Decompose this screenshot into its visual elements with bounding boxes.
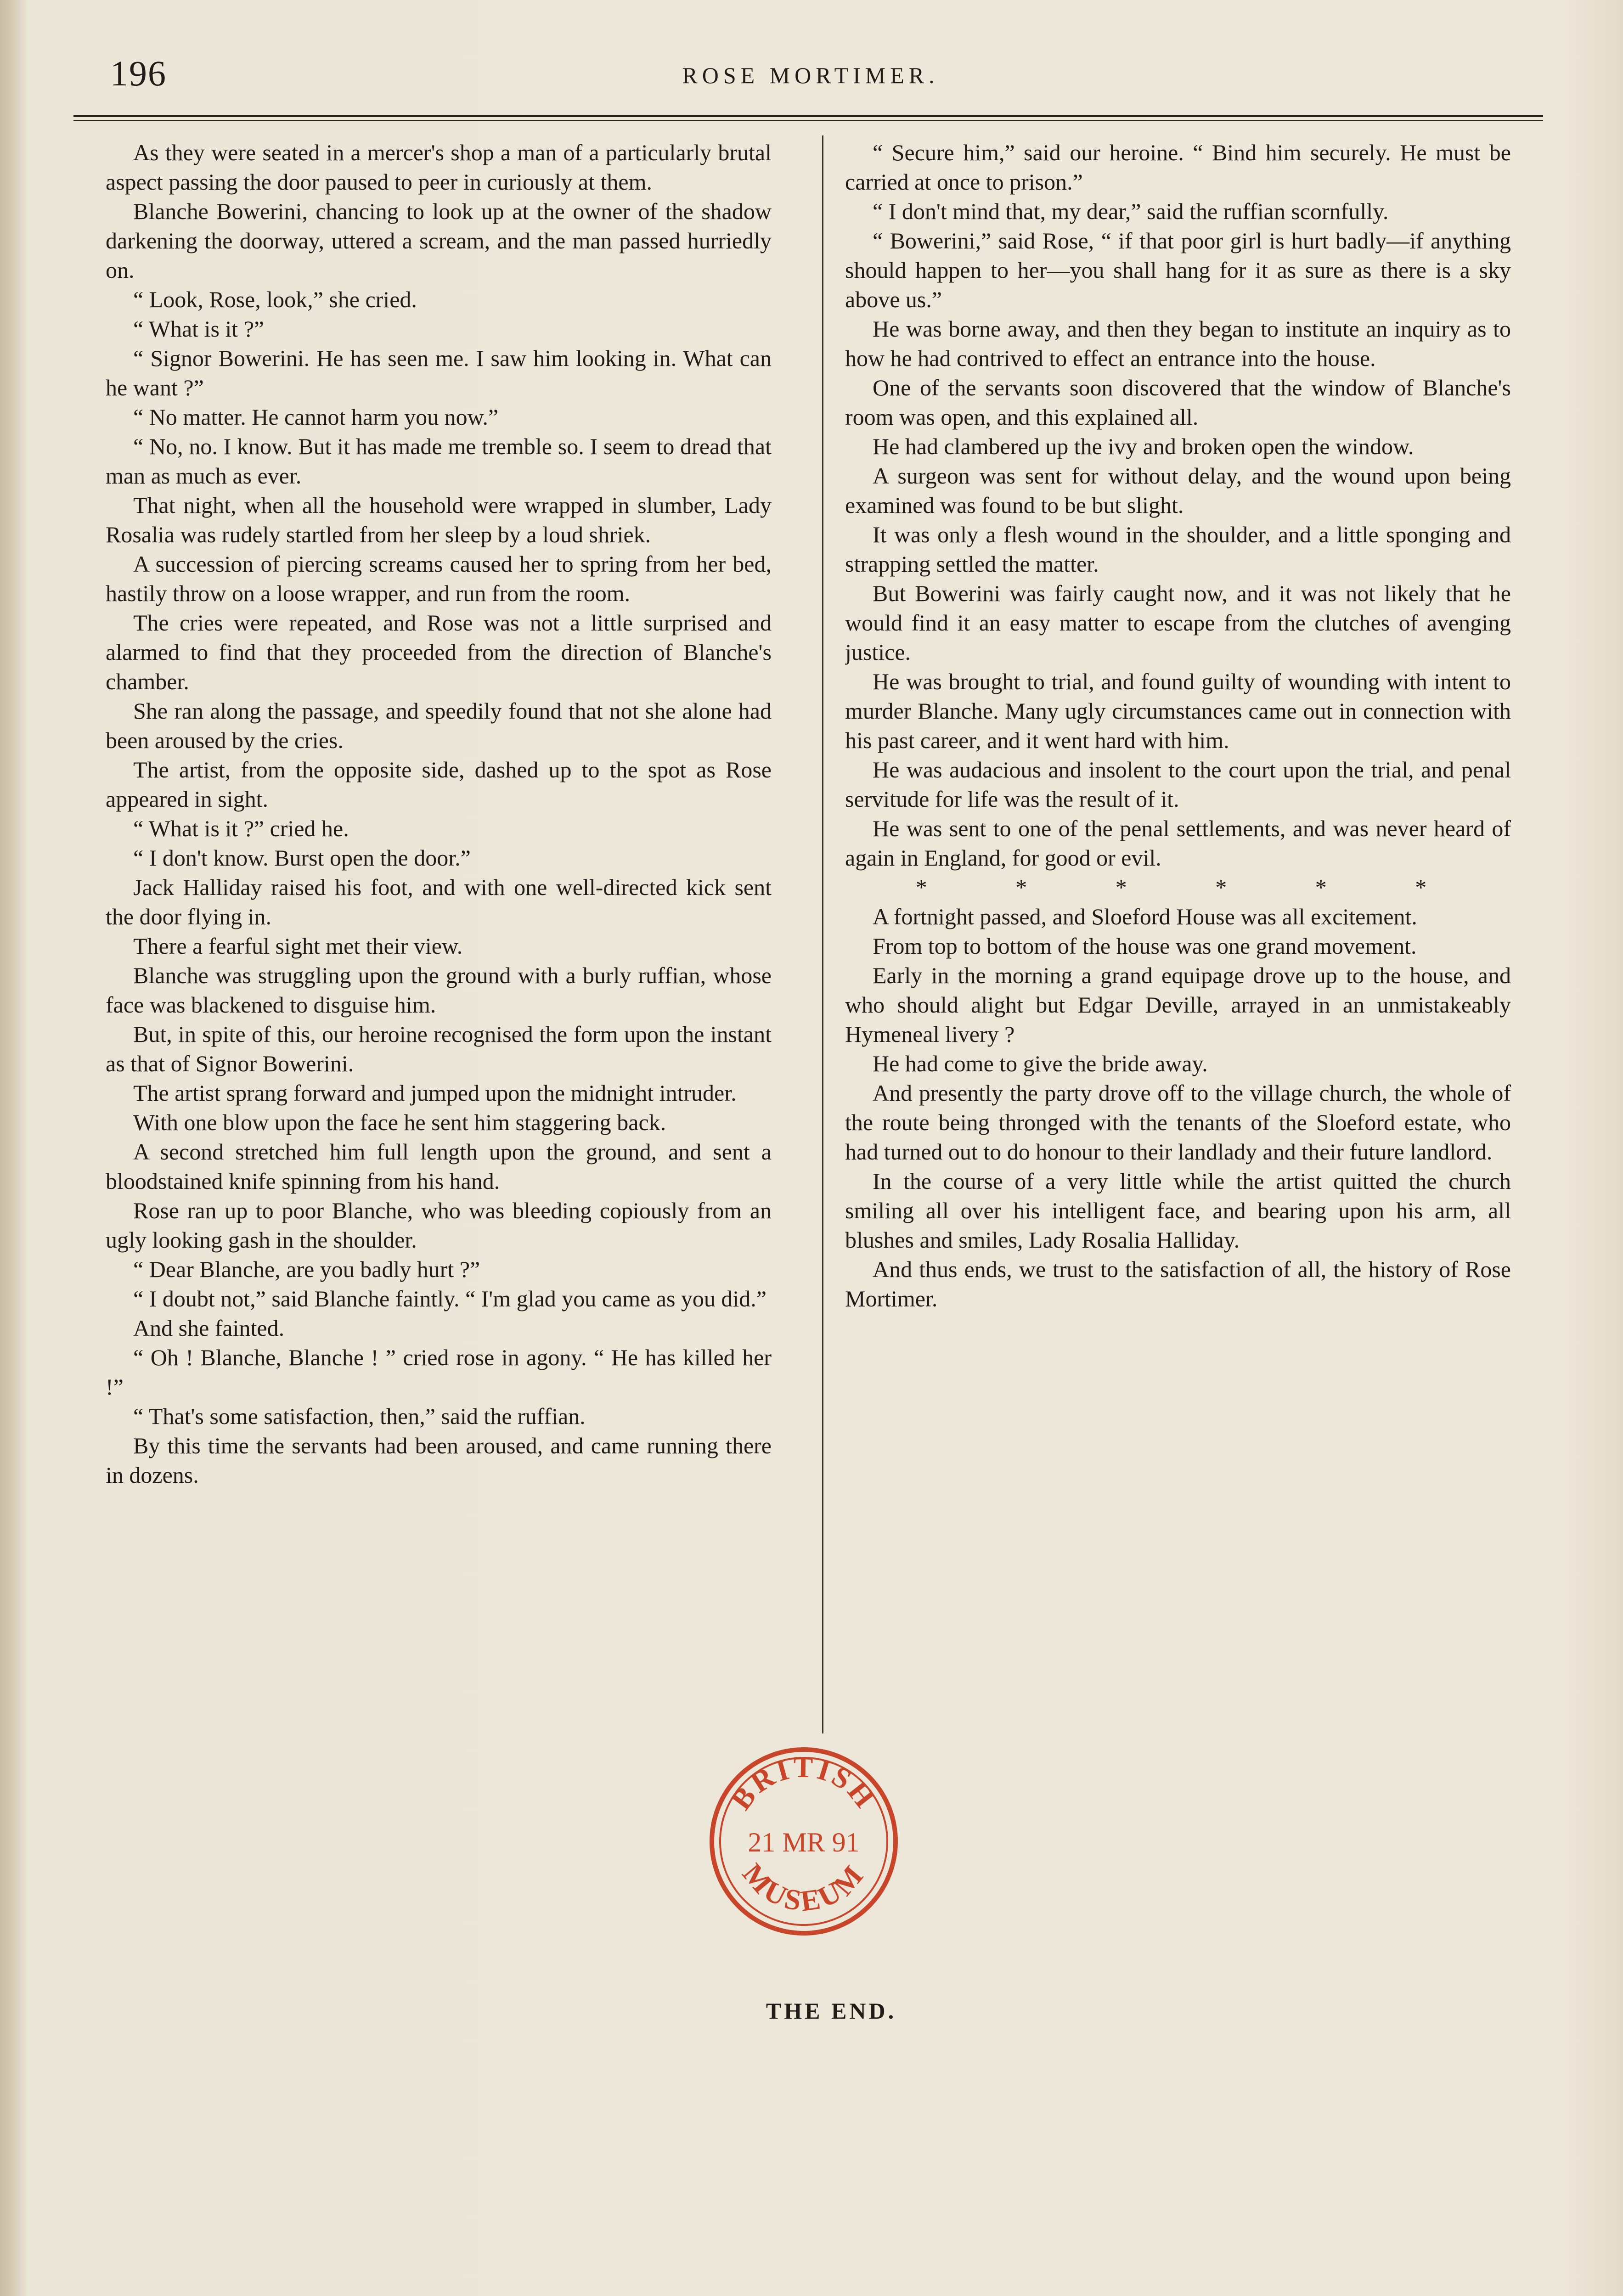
right-column-text-part2 — [845, 902, 1511, 1313]
paragraph: It was only a flesh wound in the shoulder, and a little sponging and strapping settled the matter. — [845, 522, 1511, 577]
the-end-heading: THE END. — [766, 1998, 897, 2024]
paragraph: The cries were repeated, and Rose was not a little surprised and alarmed to find that they proceeded from the direction of Blanche's chamber. — [106, 610, 772, 694]
paragraph: With one blow upon the face he sent him staggering back. — [133, 1109, 666, 1135]
header-rule — [73, 115, 1543, 121]
paragraph: But Bowerini was fairly caught now, and it was not likely that he would find it an easy matter to escape from the clutches of avenging justice. — [845, 580, 1511, 665]
paragraph: Blanche was struggling upon the ground with a burly ruffian, whose face was blackened to disguise him. — [106, 962, 772, 1018]
paragraph: “ No, no. I know. But it has made me tremble so. I seem to dread that man as much as ever. — [106, 433, 772, 489]
paragraph: A second stretched him full length upon the ground, and sent a bloodstained knife spinning from his hand. — [106, 1139, 772, 1194]
stamp-top-text: BRITISH — [724, 1750, 883, 1816]
paragraph: One of the servants soon discovered that the window of Blanche's room was open, and this explained all. — [845, 375, 1511, 430]
paragraph: “ Dear Blanche, are you badly hurt ?” — [133, 1256, 480, 1282]
paragraph: There a fearful sight met their view. — [133, 933, 463, 959]
paragraph: “ Look, Rose, look,” she cried. — [133, 287, 417, 312]
paragraph: A fortnight passed, and Sloeford House was all excitement. — [873, 904, 1417, 929]
paragraph: “ What is it ?” — [133, 316, 265, 342]
paragraph: And she fainted. — [133, 1315, 285, 1341]
column-rule — [822, 135, 823, 1733]
paragraph: “ I don't know. Burst open the door.” — [133, 845, 471, 871]
paragraph: He had come to give the bride away. — [873, 1051, 1208, 1076]
paragraph: The artist, from the opposite side, dashed up to the spot as Rose appeared in sight. — [106, 757, 772, 812]
stamp-bottom-text: MUSEUM — [736, 1857, 871, 1918]
paragraph: And presently the party drove off to the village church, the whole of the route being thronged with the tenants of the Sloeford estate, who had turned out to do honour to their landlady and their future landlord. — [845, 1080, 1511, 1165]
paragraph: From top to bottom of the house was one grand movement. — [873, 933, 1417, 959]
right-column-text-part1 — [845, 138, 1511, 872]
paragraph: “ I don't mind that, my dear,” said the ruffian scornfully. — [873, 198, 1389, 224]
paragraph: “ I doubt not,” said Blanche faintly. “ I'm glad you came as you did.” — [133, 1286, 766, 1311]
paragraph: “ No matter. He cannot harm you now.” — [133, 404, 499, 430]
paragraph: Early in the morning a grand equipage drove up to the house, and who should alight but Edgar Deville, arrayed in an unmistakeably Hymeneal livery ? — [845, 962, 1511, 1047]
paragraph: “ That's some satisfaction, then,” said the ruffian. — [133, 1403, 586, 1429]
section-separator: * * * * * * — [915, 874, 1468, 900]
paragraph: And thus ends, we trust to the satisfaction of all, the history of Rose Mortimer. — [845, 1256, 1511, 1311]
paragraph: “ Oh ! Blanche, Blanche ! ” cried rose in agony. “ He has killed her !” — [106, 1345, 772, 1400]
paragraph: He had clambered up the ivy and broken open the window. — [873, 433, 1414, 459]
paragraph: Blanche Bowerini, chancing to look up at the owner of the shadow darkening the doorway, uttered a scream, and the man passed hurriedly on. — [106, 198, 772, 283]
paragraph: But, in spite of this, our heroine recognised the form upon the instant as that of Signor Bowerini. — [106, 1021, 772, 1076]
page-number: 196 — [110, 53, 167, 93]
stamp-date: 21 MR 91 — [748, 1827, 860, 1857]
paragraph: That night, when all the household were wrapped in slumber, Lady Rosalia was rudely startled from her sleep by a loud shriek. — [106, 492, 772, 547]
paragraph: As they were seated in a mercer's shop a man of a particularly brutal aspect passing the door paused to peer in curiously at them. — [106, 140, 772, 195]
left-column — [106, 138, 772, 1745]
paragraph: “ Secure him,” said our heroine. “ Bind him securely. He must be carried at once to prison.” — [845, 140, 1511, 195]
paragraph: He was brought to trial, and found guilty of wounding with intent to murder Blanche. Many ugly circumstances came out in connection with his past career, and it went hard with him. — [845, 669, 1511, 753]
paragraph: Rose ran up to poor Blanche, who was bleeding copiously from an ugly looking gash in the shoulder. — [106, 1198, 772, 1253]
paragraph: A succession of piercing screams caused her to spring from her bed, hastily throw on a loose wrapper, and run from the room. — [106, 551, 772, 606]
paragraph: “ Bowerini,” said Rose, “ if that poor girl is hurt badly—if anything should happen to her—you shall hang for it as sure as there is a sky above us.” — [845, 228, 1511, 312]
paragraph: He was audacious and insolent to the court upon the trial, and penal servitude for life was the result of it. — [845, 757, 1511, 812]
paragraph: A surgeon was sent for without delay, and the wound upon being examined was found to be but slight. — [845, 463, 1511, 518]
paragraph: The artist sprang forward and jumped upon the midnight intruder. — [133, 1080, 737, 1106]
paragraph: “ What is it ?” cried he. — [133, 816, 349, 841]
british-museum-stamp — [707, 1745, 900, 1938]
right-column — [845, 138, 1511, 1745]
paragraph: She ran along the passage, and speedily found that not she alone had been aroused by the cries. — [106, 698, 772, 753]
paragraph: In the course of a very little while the artist quitted the church smiling all over his intelligent face, and bearing upon his arm, all blushes and smiles, Lady Rosalia Halliday. — [845, 1168, 1511, 1253]
paragraph: Jack Halliday raised his foot, and with one well-directed kick sent the door flying in. — [106, 874, 772, 929]
paragraph: “ Signor Bowerini. He has seen me. I saw him looking in. What can he want ?” — [106, 345, 772, 400]
paragraph: He was borne away, and then they began to institute an inquiry as to how he had contrived to effect an entrance into the house. — [845, 316, 1511, 371]
paragraph: By this time the servants had been aroused, and came running there in dozens. — [106, 1433, 772, 1488]
page-header — [73, 44, 1548, 113]
spine-shadow — [0, 0, 28, 2296]
running-title: ROSE MORTIMER. — [682, 62, 939, 88]
paragraph: He was sent to one of the penal settlements, and was never heard of again in England, for good or evil. — [845, 816, 1511, 871]
